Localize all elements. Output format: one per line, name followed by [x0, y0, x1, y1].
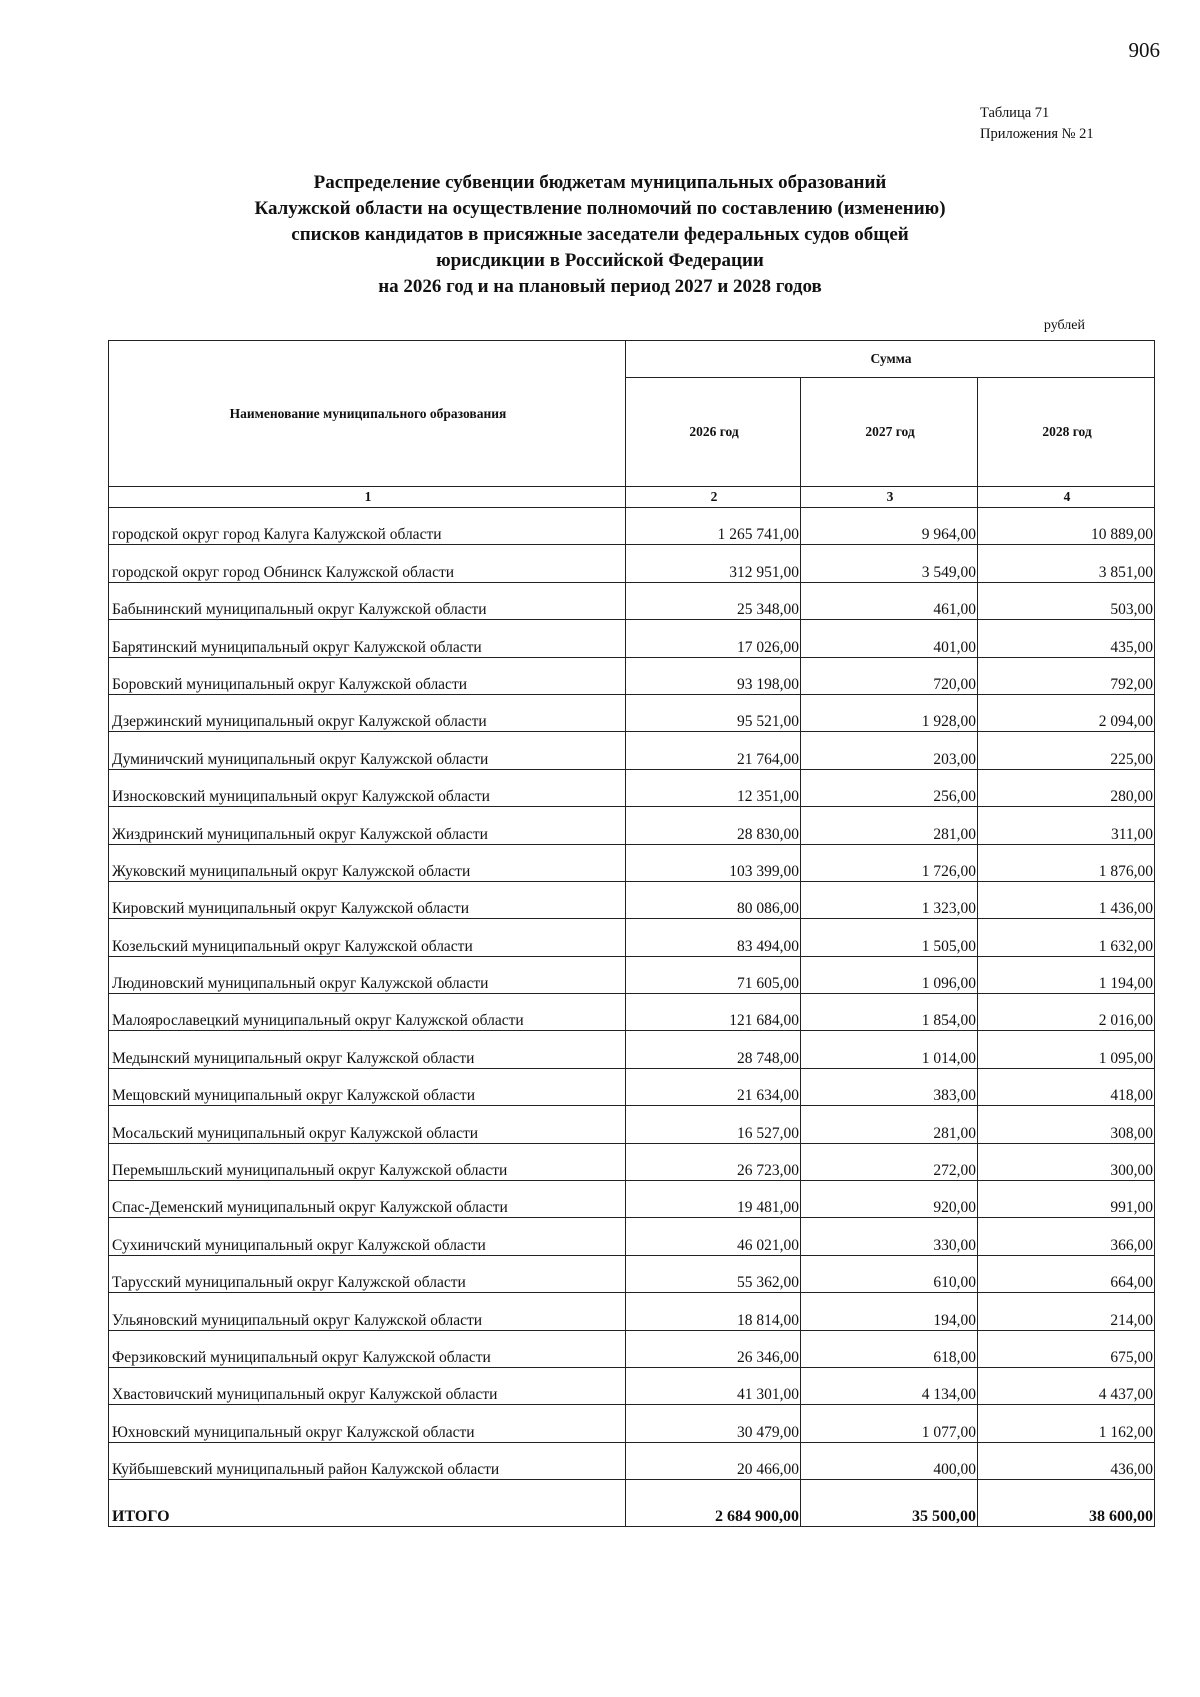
amount-2027: 281,00	[801, 1106, 978, 1143]
amount-2028: 311,00	[978, 807, 1155, 844]
amount-2028: 1 194,00	[978, 956, 1155, 993]
municipality-name: Куйбышевский муниципальный район Калужской области	[109, 1442, 626, 1479]
table-row	[109, 508, 1155, 545]
amount-2027: 256,00	[801, 769, 978, 806]
amount-2027: 1 726,00	[801, 844, 978, 881]
amount-2026: 41 301,00	[626, 1367, 801, 1404]
amount-2028: 4 437,00	[978, 1367, 1155, 1404]
amount-2027: 203,00	[801, 732, 978, 769]
amount-2028: 280,00	[978, 769, 1155, 806]
municipality-name: Юхновский муниципальный округ Калужской области	[109, 1405, 626, 1442]
total-label: ИТОГО	[109, 1480, 626, 1527]
table-row	[109, 919, 1155, 956]
table-row	[109, 807, 1155, 844]
amount-2027: 330,00	[801, 1218, 978, 1255]
header-year-2027: 2027 год	[801, 378, 978, 487]
amount-2027: 920,00	[801, 1181, 978, 1218]
amount-2027: 9 964,00	[801, 508, 978, 545]
table-row	[109, 1106, 1155, 1143]
municipality-name: Дзержинский муниципальный округ Калужской области	[109, 694, 626, 731]
amount-2028: 503,00	[978, 582, 1155, 619]
municipality-name: Износковский муниципальный округ Калужской области	[109, 769, 626, 806]
document-title	[150, 170, 1050, 300]
amount-2028: 418,00	[978, 1068, 1155, 1105]
municipality-name: Кировский муниципальный округ Калужской области	[109, 881, 626, 918]
header-year-2028: 2028 год	[978, 378, 1155, 487]
amount-2027: 400,00	[801, 1442, 978, 1479]
amount-2026: 25 348,00	[626, 582, 801, 619]
amount-2028: 1 162,00	[978, 1405, 1155, 1442]
table-row	[109, 620, 1155, 657]
header-sum-group: Сумма	[626, 341, 1155, 378]
amount-2027: 1 928,00	[801, 694, 978, 731]
table-row	[109, 1442, 1155, 1479]
amount-2026: 312 951,00	[626, 545, 801, 582]
amount-2028: 675,00	[978, 1330, 1155, 1367]
amount-2026: 18 814,00	[626, 1293, 801, 1330]
table-row	[109, 582, 1155, 619]
column-number: 4	[978, 487, 1155, 508]
table-row	[109, 844, 1155, 881]
amount-2026: 20 466,00	[626, 1442, 801, 1479]
table-row	[109, 994, 1155, 1031]
amount-2027: 383,00	[801, 1068, 978, 1105]
table-row	[109, 694, 1155, 731]
table-row	[109, 1143, 1155, 1180]
amount-2026: 121 684,00	[626, 994, 801, 1031]
municipality-name: Тарусский муниципальный округ Калужской области	[109, 1255, 626, 1292]
amount-2028: 1 436,00	[978, 881, 1155, 918]
column-numbers-row	[109, 487, 1155, 508]
table-row	[109, 956, 1155, 993]
municipality-name: Боровский муниципальный округ Калужской области	[109, 657, 626, 694]
municipality-name: Малоярославецкий муниципальный округ Калужской области	[109, 994, 626, 1031]
amount-2026: 12 351,00	[626, 769, 801, 806]
amount-2027: 281,00	[801, 807, 978, 844]
amount-2027: 1 014,00	[801, 1031, 978, 1068]
amount-2026: 26 346,00	[626, 1330, 801, 1367]
table-row	[109, 545, 1155, 582]
amount-2027: 1 505,00	[801, 919, 978, 956]
amount-2027: 720,00	[801, 657, 978, 694]
municipality-name: Ферзиковский муниципальный округ Калужской области	[109, 1330, 626, 1367]
units-label: рублей	[1043, 318, 1085, 333]
municipality-name: Сухиничский муниципальный округ Калужской области	[109, 1218, 626, 1255]
amount-2026: 93 198,00	[626, 657, 801, 694]
amount-2027: 1 854,00	[801, 994, 978, 1031]
amount-2026: 30 479,00	[626, 1405, 801, 1442]
title-line: Распределение субвенции бюджетам муниципальных образований	[313, 172, 887, 193]
amount-2028: 2 016,00	[978, 994, 1155, 1031]
header-year-2026: 2026 год	[626, 378, 801, 487]
table-row	[109, 1330, 1155, 1367]
total-row	[109, 1480, 1155, 1527]
amount-2026: 95 521,00	[626, 694, 801, 731]
amount-2028: 2 094,00	[978, 694, 1155, 731]
amount-2027: 461,00	[801, 582, 978, 619]
amount-2026: 17 026,00	[626, 620, 801, 657]
amount-2028: 435,00	[978, 620, 1155, 657]
municipality-name: Перемышльский муниципальный округ Калужской области	[109, 1143, 626, 1180]
amount-2028: 991,00	[978, 1181, 1155, 1218]
amount-2028: 1 632,00	[978, 919, 1155, 956]
municipality-name: Мещовский муниципальный округ Калужской области	[109, 1068, 626, 1105]
amount-2026: 21 634,00	[626, 1068, 801, 1105]
amount-2028: 300,00	[978, 1143, 1155, 1180]
table-row	[109, 881, 1155, 918]
table-row	[109, 1405, 1155, 1442]
municipality-name: Людиновский муниципальный округ Калужской области	[109, 956, 626, 993]
amount-2026: 46 021,00	[626, 1218, 801, 1255]
amount-2026: 103 399,00	[626, 844, 801, 881]
table-header	[109, 341, 1155, 508]
amount-2026: 80 086,00	[626, 881, 801, 918]
amount-2026: 55 362,00	[626, 1255, 801, 1292]
amount-2027: 1 096,00	[801, 956, 978, 993]
municipality-name: Бабынинский муниципальный округ Калужской области	[109, 582, 626, 619]
amount-2026: 16 527,00	[626, 1106, 801, 1143]
title-line: на 2026 год и на плановый период 2027 и 2028 годов	[378, 276, 822, 297]
municipality-name: Мосальский муниципальный округ Калужской области	[109, 1106, 626, 1143]
table-row	[109, 1181, 1155, 1218]
table-row	[109, 1367, 1155, 1404]
title-line: списков кандидатов в присяжные заседатели федеральных судов общей	[291, 224, 909, 245]
amount-2026: 1 265 741,00	[626, 508, 801, 545]
table-number: Таблица 71	[980, 105, 1050, 121]
header-name-column: Наименование муниципального образования	[109, 341, 626, 487]
municipality-name: Думиничский муниципальный округ Калужской области	[109, 732, 626, 769]
municipality-name: Козельский муниципальный округ Калужской области	[109, 919, 626, 956]
page-number: 906	[1128, 38, 1160, 62]
amount-2026: 28 748,00	[626, 1031, 801, 1068]
table-row	[109, 1068, 1155, 1105]
column-number: 3	[801, 487, 978, 508]
table-reference	[980, 103, 1160, 145]
amount-2026: 19 481,00	[626, 1181, 801, 1218]
total-2028: 38 600,00	[978, 1480, 1155, 1527]
amount-2027: 1 077,00	[801, 1405, 978, 1442]
municipality-name: Спас-Деменский муниципальный округ Калужской области	[109, 1181, 626, 1218]
amount-2027: 401,00	[801, 620, 978, 657]
amount-2027: 618,00	[801, 1330, 978, 1367]
amount-2028: 225,00	[978, 732, 1155, 769]
municipality-name: Хвастовичский муниципальный округ Калужской области	[109, 1367, 626, 1404]
appendix-number: Приложения № 21	[980, 126, 1094, 142]
amount-2028: 366,00	[978, 1218, 1155, 1255]
amount-2028: 214,00	[978, 1293, 1155, 1330]
amount-2028: 3 851,00	[978, 545, 1155, 582]
amount-2026: 26 723,00	[626, 1143, 801, 1180]
table-row	[109, 1255, 1155, 1292]
amount-2027: 3 549,00	[801, 545, 978, 582]
table-row	[109, 1031, 1155, 1068]
amount-2028: 664,00	[978, 1255, 1155, 1292]
amount-2027: 272,00	[801, 1143, 978, 1180]
table-body	[109, 508, 1155, 1480]
municipality-name: Ульяновский муниципальный округ Калужской области	[109, 1293, 626, 1330]
amount-2027: 610,00	[801, 1255, 978, 1292]
municipality-name: городской округ город Обнинск Калужской области	[109, 545, 626, 582]
column-number: 2	[626, 487, 801, 508]
total-2026: 2 684 900,00	[626, 1480, 801, 1527]
table-row	[109, 732, 1155, 769]
amount-2027: 1 323,00	[801, 881, 978, 918]
municipality-name: городской округ город Калуга Калужской области	[109, 508, 626, 545]
table-row	[109, 769, 1155, 806]
amount-2026: 21 764,00	[626, 732, 801, 769]
table-row	[109, 1218, 1155, 1255]
amount-2027: 194,00	[801, 1293, 978, 1330]
amount-2028: 308,00	[978, 1106, 1155, 1143]
municipality-name: Барятинский муниципальный округ Калужской области	[109, 620, 626, 657]
title-line: юрисдикции в Российской Федерации	[436, 250, 764, 271]
subvention-table	[108, 340, 1155, 1527]
municipality-name: Жиздринский муниципальный округ Калужской области	[109, 807, 626, 844]
amount-2026: 28 830,00	[626, 807, 801, 844]
table-row	[109, 1293, 1155, 1330]
total-2027: 35 500,00	[801, 1480, 978, 1527]
municipality-name: Медынский муниципальный округ Калужской области	[109, 1031, 626, 1068]
amount-2026: 71 605,00	[626, 956, 801, 993]
amount-2028: 10 889,00	[978, 508, 1155, 545]
amount-2028: 436,00	[978, 1442, 1155, 1479]
column-number: 1	[109, 487, 626, 508]
amount-2028: 1 095,00	[978, 1031, 1155, 1068]
amount-2027: 4 134,00	[801, 1367, 978, 1404]
amount-2028: 792,00	[978, 657, 1155, 694]
table-row	[109, 657, 1155, 694]
amount-2028: 1 876,00	[978, 844, 1155, 881]
title-line: Калужской области на осуществление полномочий по составлению (изменению)	[254, 198, 946, 219]
municipality-name: Жуковский муниципальный округ Калужской области	[109, 844, 626, 881]
amount-2026: 83 494,00	[626, 919, 801, 956]
